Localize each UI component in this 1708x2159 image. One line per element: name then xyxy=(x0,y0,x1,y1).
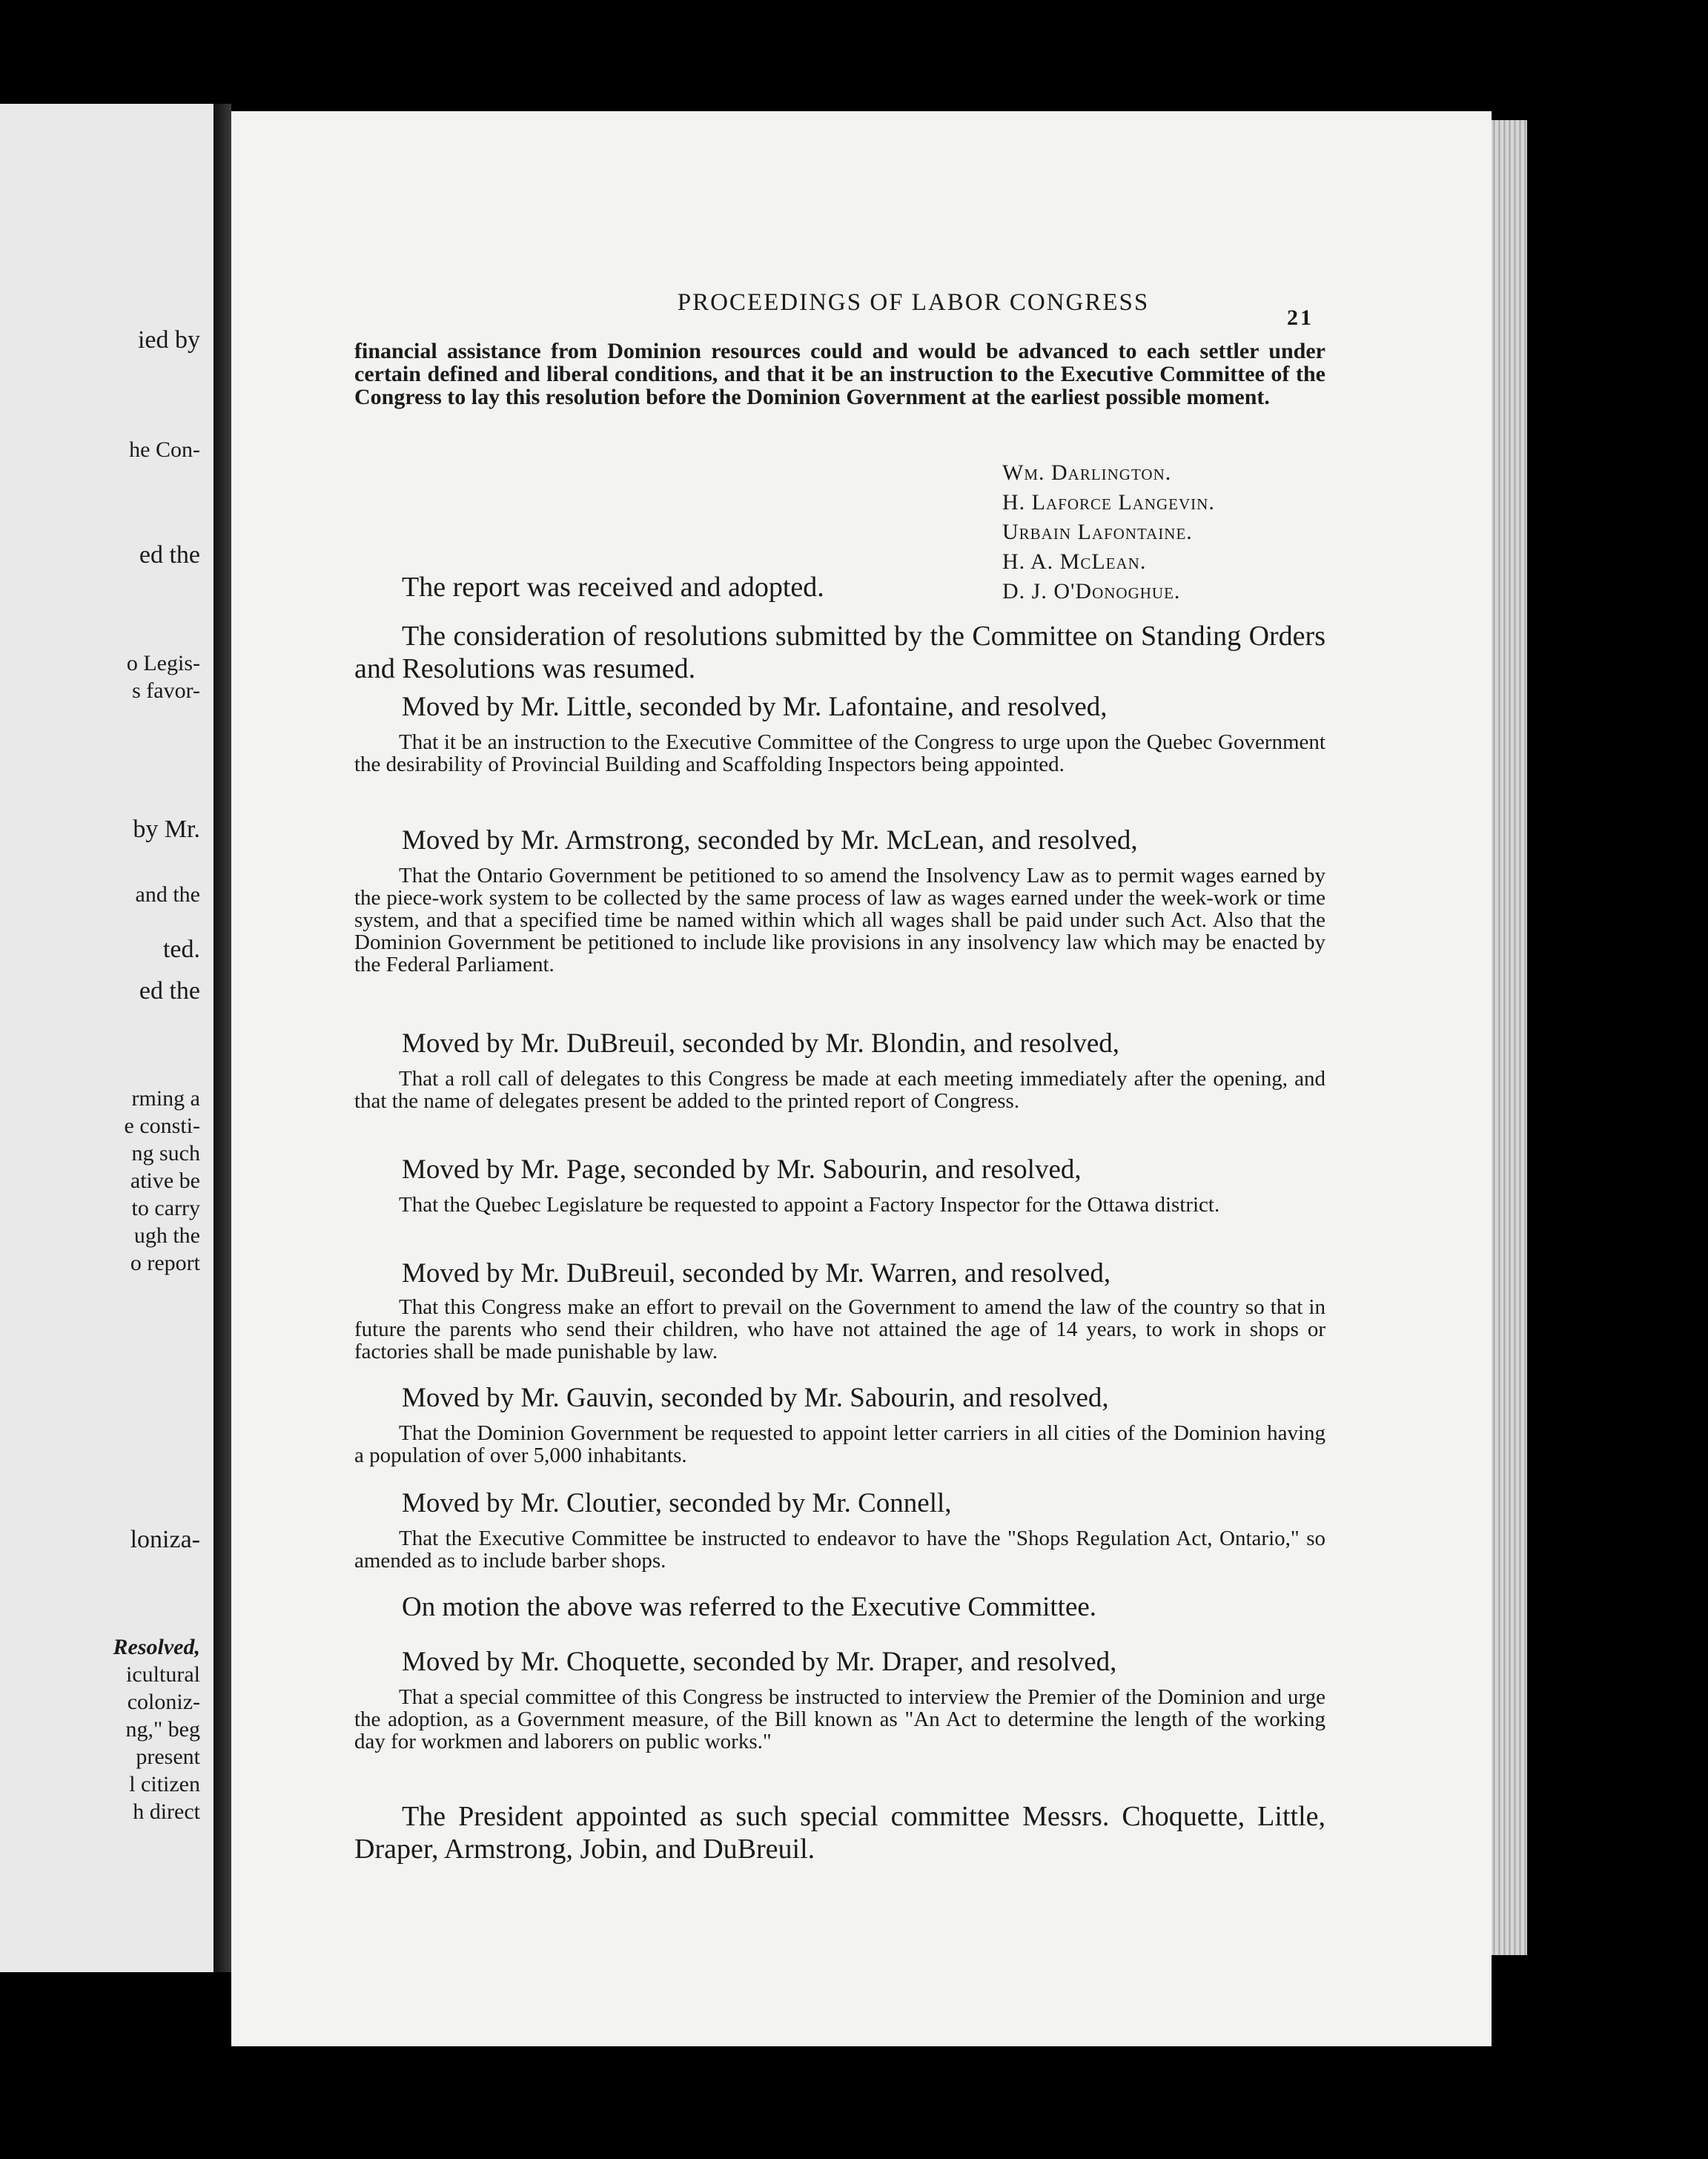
left-page-line: ative be xyxy=(130,1168,200,1193)
signatory: Wm. Darlington. xyxy=(1002,460,1172,485)
left-page-line: present xyxy=(136,1745,200,1769)
left-page-line: to carry xyxy=(131,1196,200,1220)
signatory: Urbain Lafontaine. xyxy=(1002,520,1193,544)
right-page xyxy=(231,111,1492,2046)
resolution-text: That the Ontario Government be petitioned to so amend the Insolvency Law as to permit wages earned by the piece-work system to be collected by the same process of law as wages earned under the week-work or time system, and that a specified time be named within which all wages shall be paid under such Act. Also that the Dominion Government be petitioned to include like provisions in any insolvency law which may be enacted by the Federal Parliament. xyxy=(354,864,1325,976)
running-head: PROCEEDINGS OF LABOR CONGRESS xyxy=(677,289,1150,316)
resolution-text: That the Executive Committee be instructed to endeavor to have the "Shops Regulation Act, Ontario," so amended as to include barber shops. xyxy=(354,1527,1325,1573)
left-page-line: rming a xyxy=(131,1086,200,1111)
consideration-paragraph: The consideration of resolutions submitted by the Committee on Standing Orders and Resolutions was resumed. xyxy=(354,621,1325,684)
on-motion-note: On motion the above was referred to the Executive Committee. xyxy=(402,1592,1097,1622)
left-page-line: ted. xyxy=(162,936,200,963)
motion-heading: Moved by Mr. Page, seconded by Mr. Sabourin, and resolved, xyxy=(402,1154,1082,1185)
left-page-line: h direct xyxy=(133,1799,200,1824)
motion-heading: Moved by Mr. DuBreuil, seconded by Mr. Warren, and resolved, xyxy=(402,1258,1111,1289)
motion-heading: Moved by Mr. Gauvin, seconded by Mr. Sabourin, and resolved, xyxy=(402,1383,1109,1413)
left-page-line: loniza- xyxy=(130,1526,200,1553)
left-page-line: ied by xyxy=(137,326,200,354)
left-page-line: o report xyxy=(130,1251,200,1275)
left-page-line: ng such xyxy=(131,1141,200,1166)
resolution-text: That this Congress make an effort to prevail on the Government to amend the law of the country so that in future the parents who send their children, who have not attained the age of 14 years, to work in shops or factories shall be made punishable by law. xyxy=(354,1295,1325,1363)
resolution-text: That the Quebec Legislature be requested to appoint a Factory Inspector for the Ottawa district. xyxy=(399,1193,1220,1217)
left-page-line: he Con- xyxy=(129,437,200,462)
left-page-line: ed the xyxy=(139,541,200,569)
left-page-line: by Mr. xyxy=(133,816,200,843)
left-page-line: and the xyxy=(135,882,200,907)
resolution-text: That a roll call of delegates to this Congress be made at each meeting immediately after the opening, and that the name of delegates present be added to the printed report of Congress. xyxy=(354,1067,1325,1113)
left-page-line: ng," beg xyxy=(125,1717,200,1742)
motion-heading: Moved by Mr. Little, seconded by Mr. Lafontaine, and resolved, xyxy=(402,692,1108,722)
report-received: The report was received and adopted. xyxy=(402,572,824,603)
motion-heading: Moved by Mr. DuBreuil, seconded by Mr. Blondin, and resolved, xyxy=(402,1028,1120,1059)
signatory: H. Laforce Langevin. xyxy=(1002,490,1215,515)
resolution-text: That it be an instruction to the Executive Committee of the Congress to urge upon the Quebec Government the desirability of Provincial Building and Scaffolding Inspectors being appointed. xyxy=(354,730,1325,776)
resolution-text: That a special committee of this Congress be instructed to interview the Premier of the Dominion and urge the adoption, as a Government measure, of the Bill known as "An Act to determine the length of the working day for workmen and laborers on public works." xyxy=(354,1685,1325,1753)
signatory: D. J. O'Donoghue. xyxy=(1002,579,1181,604)
signatory: H. A. McLean. xyxy=(1002,549,1147,574)
motion-heading: Moved by Mr. Choquette, seconded by Mr. Draper, and resolved, xyxy=(402,1647,1117,1677)
left-page-line: s favor- xyxy=(132,678,200,703)
resolution-text: That the Dominion Government be requested to appoint letter carriers in all cities of the Dominion having a population of over 5,000 inhabitants. xyxy=(354,1421,1325,1467)
motion-heading: Moved by Mr. Cloutier, seconded by Mr. Connell, xyxy=(402,1488,952,1518)
opening-paragraph: financial assistance from Dominion resources could and would be advanced to each settler under certain defined and liberal conditions, and that it be an instruction to the Executive Committee of the Congress to lay this resolution before the Dominion Government at the earliest possible moment. xyxy=(354,339,1325,409)
closing-paragraph: The President appointed as such special committee Messrs. Choquette, Little, Draper, Armstrong, Jobin, and DuBreuil. xyxy=(354,1801,1325,1865)
left-page-line: ed the xyxy=(139,977,200,1005)
page-number: 21 xyxy=(1287,305,1314,330)
left-page-line: o Legis- xyxy=(126,651,200,675)
motion-heading: Moved by Mr. Armstrong, seconded by Mr. McLean, and resolved, xyxy=(402,825,1138,856)
left-page-line: Resolved, xyxy=(113,1635,200,1659)
left-page-line: e consti- xyxy=(124,1114,200,1138)
left-page-line: coloniz- xyxy=(127,1690,200,1714)
left-page-line: icultural xyxy=(126,1662,200,1687)
book-gutter xyxy=(214,104,231,1972)
left-facing-page xyxy=(0,104,216,1972)
left-page-line: ugh the xyxy=(133,1223,200,1248)
left-page-line: l citizen xyxy=(129,1772,200,1796)
